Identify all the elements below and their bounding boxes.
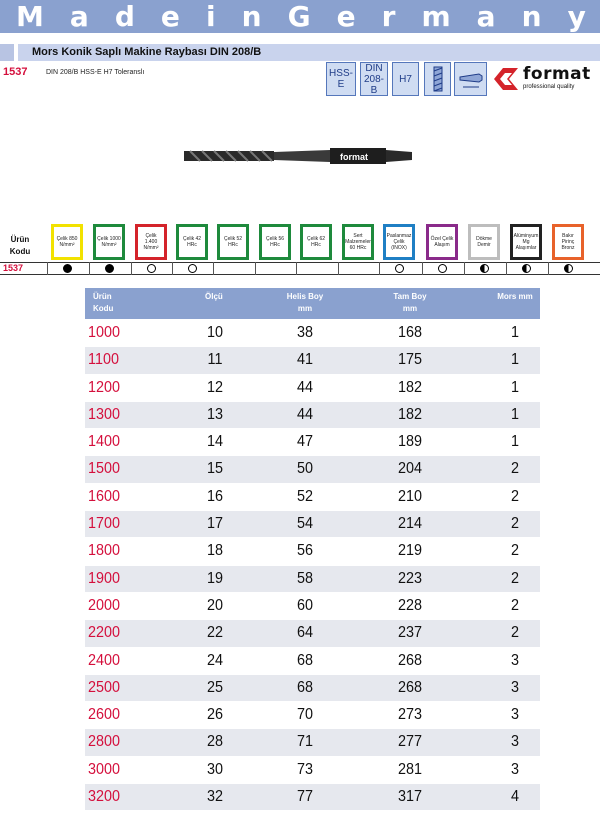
suitability-full-icon xyxy=(63,264,72,273)
format-logo-tagline: professional quality xyxy=(523,84,575,90)
din-label: DIN 208-B xyxy=(363,62,384,96)
cell-morse: 3 xyxy=(510,760,520,778)
cell-helix: 68 xyxy=(296,651,314,669)
banner-letter: e xyxy=(160,0,180,33)
banner-letter: n xyxy=(241,0,262,33)
table-row xyxy=(85,537,540,564)
cell-code: 2600 xyxy=(88,706,121,724)
cell-morse: 1 xyxy=(510,405,520,423)
cell-total: 281 xyxy=(397,760,423,778)
cell-code: 1200 xyxy=(88,378,121,396)
cell-total: 168 xyxy=(397,324,423,341)
cell-morse: 3 xyxy=(510,706,520,724)
cell-code: 1600 xyxy=(88,487,121,505)
table-row xyxy=(85,674,540,701)
morse-shank-graphic xyxy=(457,67,485,91)
material-box: Özel Çelik Alaşım xyxy=(426,224,458,260)
cell-total: 268 xyxy=(397,678,423,696)
cell-code: 1700 xyxy=(88,515,121,533)
cell-code: 1300 xyxy=(88,405,121,423)
cell-morse: 1 xyxy=(510,433,520,451)
table-row xyxy=(85,319,540,346)
banner-letter: a xyxy=(69,0,89,33)
suitability-half-icon xyxy=(564,264,573,273)
cell-code: 3000 xyxy=(88,760,121,778)
cell-code: 2800 xyxy=(88,733,121,751)
cell-morse: 2 xyxy=(510,515,520,533)
table-row xyxy=(85,455,540,482)
banner-letter: i xyxy=(205,0,216,33)
table-row xyxy=(85,728,540,755)
material-box: Çelik 62 HRc xyxy=(300,224,332,260)
cell-code: 1000 xyxy=(88,324,121,341)
cell-code: 2400 xyxy=(88,651,121,669)
cell-helix: 60 xyxy=(296,596,314,614)
cell-helix: 64 xyxy=(296,624,314,642)
cell-code: 2500 xyxy=(88,678,121,696)
material-box: Çelik 1000 N/mm² xyxy=(93,224,125,260)
suitability-empty-icon xyxy=(188,264,197,273)
title-bar xyxy=(0,44,600,61)
table-row xyxy=(85,374,540,401)
material-box: Dökme Demir xyxy=(468,224,500,260)
cell-size: 17 xyxy=(206,515,224,533)
header-helix: Helis Boy mm xyxy=(286,292,324,313)
cell-total: 228 xyxy=(397,596,423,614)
banner-letter: G xyxy=(287,0,311,33)
suitability-empty-icon xyxy=(395,264,404,273)
cell-helix: 71 xyxy=(296,733,314,751)
material-separator xyxy=(131,262,132,275)
suitability-full-icon xyxy=(105,264,114,273)
banner-letter: n xyxy=(521,0,542,33)
table-body xyxy=(85,319,540,810)
materials-header: Ürün Kodu xyxy=(9,235,31,256)
cell-size: 16 xyxy=(206,487,224,505)
cell-morse: 1 xyxy=(510,351,520,369)
banner-title xyxy=(0,0,600,33)
cell-helix: 38 xyxy=(296,324,314,341)
cell-size: 15 xyxy=(206,460,224,478)
cell-total: 223 xyxy=(397,569,423,587)
table-row xyxy=(85,647,540,674)
cell-morse: 2 xyxy=(510,569,520,587)
cell-size: 12 xyxy=(206,378,224,396)
spiral-flute-icon xyxy=(424,62,451,96)
material-separator xyxy=(338,262,339,275)
material-box: Çelik 42 HRc xyxy=(176,224,208,260)
table-row xyxy=(85,783,540,810)
cell-helix: 44 xyxy=(296,378,314,396)
banner-letter: e xyxy=(336,0,356,33)
h7-tolerance-icon: H7 xyxy=(392,62,419,96)
table-row xyxy=(85,483,540,510)
header-size: Ölçü xyxy=(205,292,223,301)
material-separator xyxy=(422,262,423,275)
cell-helix: 68 xyxy=(296,678,314,696)
material-separator xyxy=(296,262,297,275)
banner-letter: y xyxy=(567,0,586,33)
cell-total: 273 xyxy=(397,706,423,724)
material-box: Çelik 850 N/mm² xyxy=(51,224,83,260)
banner-letter: m xyxy=(421,0,451,33)
material-separator xyxy=(548,262,549,275)
cell-total: 237 xyxy=(397,624,423,642)
cell-size: 19 xyxy=(206,569,224,587)
material-separator xyxy=(379,262,380,275)
cell-code: 2200 xyxy=(88,624,121,642)
materials-row xyxy=(0,262,600,275)
material-separator xyxy=(47,262,48,275)
size-table xyxy=(85,288,540,810)
cell-size: 13 xyxy=(206,405,224,423)
cell-total: 268 xyxy=(397,651,423,669)
cell-total: 189 xyxy=(397,433,423,451)
cell-total: 214 xyxy=(397,515,423,533)
material-separator xyxy=(172,262,173,275)
cell-code: 1800 xyxy=(88,542,121,560)
cell-morse: 2 xyxy=(510,460,520,478)
table-row xyxy=(85,701,540,728)
title-marker xyxy=(0,44,14,61)
cell-helix: 54 xyxy=(296,515,314,533)
product-code: 1537 xyxy=(3,66,28,78)
cell-morse: 2 xyxy=(510,542,520,560)
suitability-empty-icon xyxy=(147,264,156,273)
material-box: Paslanmaz Çelik (INOX) xyxy=(383,224,415,260)
cell-helix: 47 xyxy=(296,433,314,451)
cell-morse: 2 xyxy=(510,487,520,505)
page-title: Mors Konik Saplı Makine Raybası DIN 208/B xyxy=(18,44,600,61)
cell-morse: 3 xyxy=(510,733,520,751)
material-separator xyxy=(213,262,214,275)
materials-row-code: 1537 xyxy=(3,263,24,273)
cell-helix: 58 xyxy=(296,569,314,587)
cell-morse: 2 xyxy=(510,596,520,614)
table-row xyxy=(85,619,540,646)
cell-helix: 50 xyxy=(296,460,314,478)
material-box: Bakır Pirinç Bronz xyxy=(552,224,584,260)
cell-morse: 4 xyxy=(510,788,520,806)
material-box: Çelik 1.400 N/mm² xyxy=(135,224,167,260)
product-description: DIN 208/B HSS-E H7 Toleranslı xyxy=(46,69,145,76)
material-box: Alüminyum Mg Alaşımlar xyxy=(510,224,542,260)
din-208-b-icon xyxy=(360,62,388,96)
cell-code: 3200 xyxy=(88,788,121,806)
cell-helix: 70 xyxy=(296,706,314,724)
cell-morse: 1 xyxy=(510,378,520,396)
cell-total: 219 xyxy=(397,542,423,560)
cell-size: 25 xyxy=(206,678,224,696)
material-separator xyxy=(89,262,90,275)
header-code: Ürün Kodu xyxy=(93,292,114,313)
cell-size: 22 xyxy=(206,624,224,642)
banner-letter: d xyxy=(114,0,135,33)
banner-letter: r xyxy=(381,0,396,33)
cell-size: 24 xyxy=(206,651,224,669)
cell-size: 11 xyxy=(207,351,223,369)
cell-size: 10 xyxy=(206,324,224,341)
cell-code: 1900 xyxy=(88,569,121,587)
format-logo xyxy=(491,62,591,96)
table-row xyxy=(85,428,540,455)
table-row xyxy=(85,510,540,537)
cell-code: 1400 xyxy=(88,433,121,451)
table-header xyxy=(85,288,540,319)
cell-morse: 3 xyxy=(510,678,520,696)
spiral-flute-graphic xyxy=(427,65,449,93)
table-row xyxy=(85,346,540,373)
material-separator xyxy=(255,262,256,275)
table-row xyxy=(85,592,540,619)
suitability-empty-icon xyxy=(438,264,447,273)
cell-helix: 77 xyxy=(296,788,314,806)
hss-e-icon: HSS-E xyxy=(326,62,356,96)
morse-shank-icon xyxy=(454,62,487,96)
cell-size: 30 xyxy=(206,760,224,778)
cell-total: 182 xyxy=(397,405,423,423)
cell-helix: 52 xyxy=(296,487,314,505)
table-row xyxy=(85,401,540,428)
cell-total: 210 xyxy=(397,487,423,505)
cell-helix: 56 xyxy=(296,542,314,560)
suitability-half-icon xyxy=(480,264,489,273)
cell-total: 317 xyxy=(397,788,423,806)
banner-letter: a xyxy=(476,0,496,33)
cell-size: 18 xyxy=(206,542,224,560)
table-row xyxy=(85,756,540,783)
banner-letter: M xyxy=(16,0,44,33)
cell-code: 1100 xyxy=(88,351,119,369)
cell-helix: 73 xyxy=(296,760,314,778)
header-total: Tam Boy mm xyxy=(393,292,427,313)
material-separator xyxy=(506,262,507,275)
cell-size: 14 xyxy=(206,433,224,451)
material-box: Sert Malzemeler 60 HRc xyxy=(342,224,374,260)
format-logo-mark-icon xyxy=(491,64,521,94)
format-logo-word: format xyxy=(523,64,591,84)
header-morse: Mors mm xyxy=(497,292,533,301)
cell-code: 2000 xyxy=(88,596,121,614)
reamer-image xyxy=(180,140,420,172)
cell-size: 26 xyxy=(206,706,224,724)
cell-size: 32 xyxy=(206,788,224,806)
cell-total: 182 xyxy=(397,378,423,396)
material-box: Çelik 52 HRc xyxy=(217,224,249,260)
material-separator xyxy=(464,262,465,275)
cell-total: 204 xyxy=(397,460,423,478)
cell-morse: 2 xyxy=(510,624,520,642)
material-box: Çelik 56 HRc xyxy=(259,224,291,260)
cell-helix: 44 xyxy=(296,405,314,423)
cell-total: 277 xyxy=(397,733,423,751)
cell-morse: 3 xyxy=(510,651,520,669)
cell-morse: 1 xyxy=(510,324,520,341)
cell-helix: 41 xyxy=(296,351,314,369)
cell-size: 20 xyxy=(206,596,224,614)
cell-size: 28 xyxy=(206,733,224,751)
reamer-brand-text: format xyxy=(340,152,369,162)
suitability-half-icon xyxy=(522,264,531,273)
table-row xyxy=(85,565,540,592)
cell-total: 175 xyxy=(397,351,423,369)
cell-code: 1500 xyxy=(88,460,121,478)
